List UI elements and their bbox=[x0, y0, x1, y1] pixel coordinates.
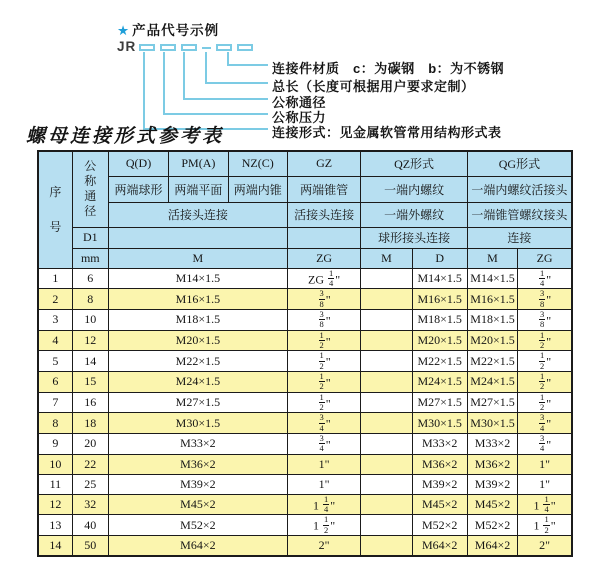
header-pm: PM(A) bbox=[169, 151, 228, 176]
table-row bbox=[38, 268, 572, 289]
cell-qg-zg: $\frac{1}{2}$ " bbox=[518, 392, 572, 413]
cell-qz-m bbox=[361, 515, 412, 536]
header-seq bbox=[38, 151, 72, 268]
cell-qz-d: M64×2 bbox=[412, 536, 467, 556]
cell-m: M24×1.5 bbox=[108, 371, 287, 392]
table-row bbox=[38, 289, 572, 310]
header-qz-connection: 球形接头连接 bbox=[361, 227, 468, 248]
cell-m: M64×2 bbox=[108, 536, 287, 556]
cell-qz-d: M22×1.5 bbox=[412, 351, 467, 372]
header-d1: D1 bbox=[72, 227, 108, 248]
cell-gz: $\frac{3}{4}$ " bbox=[287, 434, 360, 455]
cell-qg-m: M30×1.5 bbox=[467, 413, 517, 434]
header-qz-form: QZ形式 bbox=[361, 151, 468, 176]
cell-qz-d: M39×2 bbox=[412, 474, 467, 494]
header-qg-connection: 连接 bbox=[467, 227, 572, 248]
cell-qz-m bbox=[361, 268, 412, 289]
cell-dn: 32 bbox=[72, 494, 108, 515]
cell-qg-zg: $\frac{3}{8}$ " bbox=[518, 289, 572, 310]
table-row bbox=[38, 434, 572, 455]
cell-gz: $\frac{1}{2}$ " bbox=[287, 330, 360, 351]
header-blank-left bbox=[108, 227, 287, 248]
cell-qz-m bbox=[361, 536, 412, 556]
cell-seq: 9 bbox=[38, 434, 72, 455]
star-icon: ★ bbox=[117, 23, 131, 38]
cell-qg-zg: $\frac{1}{2}$ " bbox=[518, 351, 572, 372]
code-box-5 bbox=[237, 44, 253, 51]
label-connector-material: 连接件材质 c：为碳钢 b：为不锈钢 bbox=[272, 61, 505, 76]
cell-qz-m bbox=[361, 371, 412, 392]
table-row bbox=[38, 392, 572, 413]
table-row bbox=[38, 515, 572, 536]
cell-dn: 16 bbox=[72, 392, 108, 413]
cell-gz: 2" bbox=[287, 536, 360, 556]
cell-gz: 1" bbox=[287, 474, 360, 494]
cell-m: M33×2 bbox=[108, 434, 287, 455]
cell-qz-m bbox=[361, 434, 412, 455]
table-row bbox=[38, 474, 572, 494]
header-qg-desc2: 一端锥管螺纹接头 bbox=[467, 202, 572, 227]
cell-qg-zg: $\frac{3}{4}$ " bbox=[518, 413, 572, 434]
cell-gz: 1 $\frac{1}{2}$ " bbox=[287, 515, 360, 536]
header-m: M bbox=[108, 248, 287, 268]
cell-qg-zg: 2" bbox=[518, 536, 572, 556]
header-seq-label: 序号 bbox=[49, 184, 62, 234]
cell-seq: 7 bbox=[38, 392, 72, 413]
table-row bbox=[38, 454, 572, 474]
header-qz-desc1: 一端内螺纹 bbox=[361, 176, 468, 202]
product-code-example-title bbox=[117, 19, 219, 39]
nut-connection-reference-table bbox=[37, 150, 573, 557]
cell-qg-zg: $\frac{1}{2}$ " bbox=[518, 371, 572, 392]
cell-m: M14×1.5 bbox=[108, 268, 287, 289]
cell-qg-zg: $\frac{3}{4}$ " bbox=[518, 434, 572, 455]
cell-dn: 12 bbox=[72, 330, 108, 351]
cell-qz-m bbox=[361, 309, 412, 330]
callout-line-connection bbox=[143, 52, 268, 130]
product-code-boxes bbox=[139, 44, 258, 51]
cell-qg-m: M45×2 bbox=[467, 494, 517, 515]
header-qg-m: M bbox=[467, 248, 517, 268]
cell-seq: 10 bbox=[38, 454, 72, 474]
product-code-prefix: JR bbox=[117, 39, 137, 54]
cell-gz: 1" bbox=[287, 454, 360, 474]
cell-qg-m: M39×2 bbox=[467, 474, 517, 494]
cell-seq: 4 bbox=[38, 330, 72, 351]
code-dash bbox=[202, 47, 211, 49]
table-title: 螺母连接形式参考表 bbox=[26, 126, 225, 147]
cell-qg-m: M24×1.5 bbox=[467, 371, 517, 392]
cell-qz-d: M36×2 bbox=[412, 454, 467, 474]
header-q: Q(D) bbox=[108, 151, 168, 176]
cell-dn: 25 bbox=[72, 474, 108, 494]
table-body bbox=[38, 268, 572, 556]
cell-m: M30×1.5 bbox=[108, 413, 287, 434]
header-gz: GZ bbox=[287, 151, 360, 176]
cell-qg-zg: 1" bbox=[518, 454, 572, 474]
cell-dn: 15 bbox=[72, 371, 108, 392]
header-union-connection: 活接头连接 bbox=[108, 202, 287, 227]
cell-gz: $\frac{1}{2}$ " bbox=[287, 371, 360, 392]
table-row bbox=[38, 351, 572, 372]
product-code-example-text: 产品代号示例 bbox=[132, 23, 220, 38]
cell-m: M39×2 bbox=[108, 474, 287, 494]
cell-gz: $\frac{1}{2}$ " bbox=[287, 392, 360, 413]
cell-qz-m bbox=[361, 454, 412, 474]
cell-qz-d: M14×1.5 bbox=[412, 268, 467, 289]
cell-qz-m bbox=[361, 494, 412, 515]
header-qg-desc1: 一端内螺纹活接头 bbox=[467, 176, 572, 202]
cell-qz-d: M27×1.5 bbox=[412, 392, 467, 413]
cell-dn: 8 bbox=[72, 289, 108, 310]
cell-qg-m: M22×1.5 bbox=[467, 351, 517, 372]
cell-m: M52×2 bbox=[108, 515, 287, 536]
cell-gz: 1 $\frac{1}{4}$ " bbox=[287, 494, 360, 515]
table-row bbox=[38, 371, 572, 392]
cell-dn: 10 bbox=[72, 309, 108, 330]
cell-qg-m: M64×2 bbox=[467, 536, 517, 556]
cell-seq: 11 bbox=[38, 474, 72, 494]
cell-qg-m: M27×1.5 bbox=[467, 392, 517, 413]
cell-qg-zg: $\frac{1}{2}$ " bbox=[518, 330, 572, 351]
cell-gz: $\frac{3}{8}$ " bbox=[287, 289, 360, 310]
cell-qz-m bbox=[361, 392, 412, 413]
header-qg-zg: ZG bbox=[518, 248, 572, 268]
cell-qg-zg: $\frac{3}{8}$ " bbox=[518, 309, 572, 330]
cell-qg-m: M14×1.5 bbox=[467, 268, 517, 289]
cell-seq: 1 bbox=[38, 268, 72, 289]
cell-seq: 3 bbox=[38, 309, 72, 330]
header-zg: ZG bbox=[287, 248, 360, 268]
table-row bbox=[38, 494, 572, 515]
cell-dn: 40 bbox=[72, 515, 108, 536]
cell-gz: $\frac{3}{4}$ " bbox=[287, 413, 360, 434]
cell-qg-zg: $\frac{1}{4}$ " bbox=[518, 268, 572, 289]
header-qz-m: M bbox=[361, 248, 412, 268]
cell-qg-zg: 1" bbox=[518, 474, 572, 494]
cell-qz-d: M45×2 bbox=[412, 494, 467, 515]
cell-dn: 18 bbox=[72, 413, 108, 434]
cell-gz: ZG $\frac{1}{4}$ " bbox=[287, 268, 360, 289]
cell-qg-zg: 1 $\frac{1}{2}$ " bbox=[518, 515, 572, 536]
cell-qz-d: M52×2 bbox=[412, 515, 467, 536]
cell-qg-m: M36×2 bbox=[467, 454, 517, 474]
header-blank-gz bbox=[287, 227, 360, 248]
cell-seq: 14 bbox=[38, 536, 72, 556]
cell-qg-m: M18×1.5 bbox=[467, 309, 517, 330]
cell-seq: 5 bbox=[38, 351, 72, 372]
cell-qg-m: M33×2 bbox=[467, 434, 517, 455]
header-dn bbox=[72, 151, 108, 227]
cell-m: M18×1.5 bbox=[108, 309, 287, 330]
header-qz-d: D bbox=[412, 248, 467, 268]
header-q-desc: 两端球形 bbox=[108, 176, 168, 202]
table-header bbox=[38, 151, 572, 268]
cell-seq: 2 bbox=[38, 289, 72, 310]
cell-qg-m: M20×1.5 bbox=[467, 330, 517, 351]
code-box-2 bbox=[160, 44, 176, 51]
cell-qg-m: M52×2 bbox=[467, 515, 517, 536]
table-row bbox=[38, 413, 572, 434]
cell-qz-d: M20×1.5 bbox=[412, 330, 467, 351]
cell-m: M16×1.5 bbox=[108, 289, 287, 310]
header-mm: mm bbox=[72, 248, 108, 268]
table-row bbox=[38, 330, 572, 351]
code-box-4 bbox=[216, 44, 232, 51]
header-gz-desc: 两端锥管 bbox=[287, 176, 360, 202]
header-qg-form: QG形式 bbox=[467, 151, 572, 176]
label-nominal-pressure: 公称压力 bbox=[272, 110, 327, 125]
cell-qz-m bbox=[361, 474, 412, 494]
cell-dn: 14 bbox=[72, 351, 108, 372]
table-row bbox=[38, 536, 572, 556]
cell-m: M20×1.5 bbox=[108, 330, 287, 351]
cell-seq: 12 bbox=[38, 494, 72, 515]
cell-dn: 22 bbox=[72, 454, 108, 474]
header-nz-desc: 两端内锥 bbox=[228, 176, 287, 202]
cell-qg-zg: 1 $\frac{1}{4}$ " bbox=[518, 494, 572, 515]
header-pm-desc: 两端平面 bbox=[169, 176, 228, 202]
table-row bbox=[38, 309, 572, 330]
cell-qg-m: M16×1.5 bbox=[467, 289, 517, 310]
cell-qz-m bbox=[361, 351, 412, 372]
code-box-1 bbox=[139, 44, 155, 51]
cell-dn: 6 bbox=[72, 268, 108, 289]
cell-seq: 13 bbox=[38, 515, 72, 536]
cell-qz-d: M33×2 bbox=[412, 434, 467, 455]
cell-qz-d: M24×1.5 bbox=[412, 371, 467, 392]
header-nz: NZ(C) bbox=[228, 151, 287, 176]
code-box-3 bbox=[181, 44, 197, 51]
label-total-length: 总长（长度可根据用户要求定制） bbox=[272, 79, 475, 94]
cell-qz-m bbox=[361, 289, 412, 310]
label-nominal-diameter: 公称通径 bbox=[272, 95, 327, 110]
cell-gz: $\frac{3}{8}$ " bbox=[287, 309, 360, 330]
header-qz-desc2: 一端外螺纹 bbox=[361, 202, 468, 227]
cell-qz-d: M30×1.5 bbox=[412, 413, 467, 434]
cell-seq: 8 bbox=[38, 413, 72, 434]
cell-qz-m bbox=[361, 330, 412, 351]
header-dn-label: 公称通径 bbox=[84, 159, 97, 219]
cell-m: M36×2 bbox=[108, 454, 287, 474]
cell-m: M22×1.5 bbox=[108, 351, 287, 372]
cell-qz-d: M16×1.5 bbox=[412, 289, 467, 310]
label-connection-form: 连接形式：见金属软管常用结构形式表 bbox=[272, 125, 502, 140]
cell-gz: $\frac{1}{2}$ " bbox=[287, 351, 360, 372]
header-gz-connection: 活接头连接 bbox=[287, 202, 360, 227]
cell-dn: 50 bbox=[72, 536, 108, 556]
cell-qz-m bbox=[361, 413, 412, 434]
cell-qz-d: M18×1.5 bbox=[412, 309, 467, 330]
cell-m: M27×1.5 bbox=[108, 392, 287, 413]
cell-dn: 20 bbox=[72, 434, 108, 455]
cell-m: M45×2 bbox=[108, 494, 287, 515]
cell-seq: 6 bbox=[38, 371, 72, 392]
